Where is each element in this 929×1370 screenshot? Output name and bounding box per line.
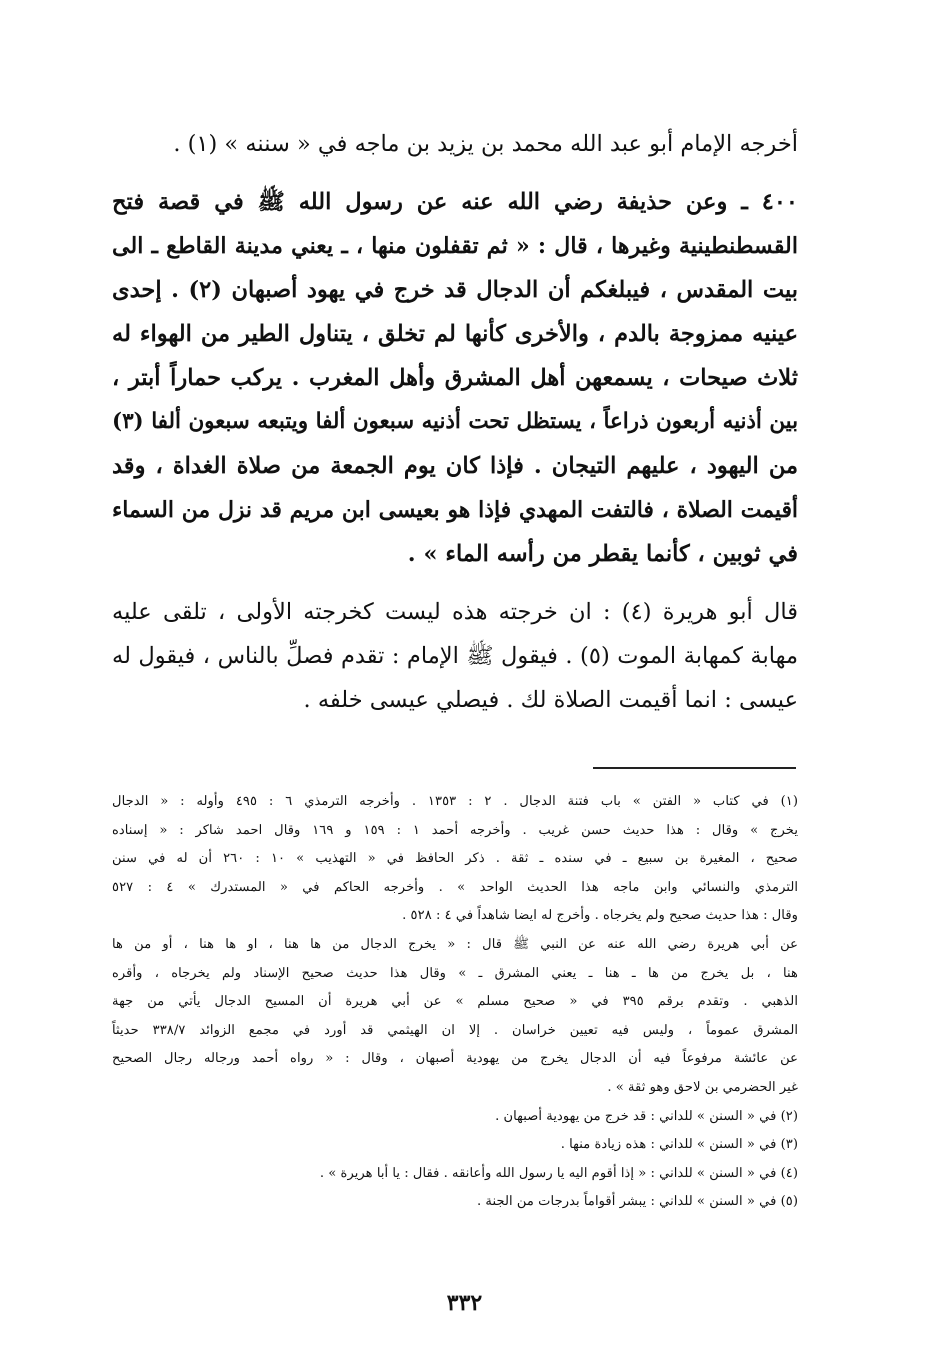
footnote-line: (٤) في « السنن » للداني : « إذا أقوم اليه يا رسول الله وأعانقه . فقال : يا أبا هريرة » . bbox=[319, 1165, 798, 1181]
footnote-line: عن أبي هريرة رضي الله عنه عن النبي ﷺ قال : « يخرج الدجال من ها هنا ، او ها هنا ، أو من ها bbox=[112, 936, 798, 952]
footnote-line: هنا ، بل يخرج من ها ـ هنا ـ يعني المشرق ـ » وقال هذا حديث صحيح الإسناد ولم يخرجاه ، وأقره bbox=[112, 965, 798, 981]
footnote-line: (٥) في « السنن » للداني : يبشر أقواماً بدرجات من الجنة . bbox=[477, 1194, 798, 1210]
footnote-line: يخرج » وقال : هذا حديث حسن غريب . وأخرجه أحمد ١ : ١٥٩ و ١٦٩ وقال احمد شاكر : « إسناده bbox=[112, 822, 798, 838]
paragraph-3 bbox=[112, 590, 798, 722]
text-line: ٤٠٠ ـ وعن حذيفة رضي الله عنه عن رسول الله ﷺ في قصة فتح bbox=[112, 189, 798, 215]
text-line: بين أذنيه أربعون ذراعاً ، يستظل تحت أذنيه سبعون ألفا ويتبعه سبعون ألفا (٣) bbox=[112, 409, 798, 434]
footnote-line: المشرق عموماً ، وليس فيه تعيين خراسان . إلا ان الهيثمي قد أورد في مجمع الزوائد ٣٣٨/٧ حديثاً bbox=[112, 1022, 798, 1038]
text-line: أخرجه الإمام أبو عبد الله محمد بن يزيد بن ماجه في « سننه » (١) . bbox=[173, 131, 798, 157]
footnote-line: (٣) في « السنن » للداني : هذه زيادة منها . bbox=[560, 1137, 798, 1153]
page-number: ٣٣٢ bbox=[446, 1290, 483, 1316]
footnote-line: الترمذي والنسائي وابن ماجه هذا الحديث الواحد » . وأخرجه الحاكم في « المستدرك » ٤ : ٥٢٧ bbox=[112, 879, 799, 895]
text-line: في ثوبين ، كأنما يقطر من رأسه الماء » . bbox=[407, 541, 798, 567]
text-line: عينيه ممزوجة بالدم ، والأخرى كأنها لم تخلق ، يتناول الطير من الهواء له bbox=[112, 321, 798, 347]
footnote-line: (٢) في « السنن » للداني : قد خرج من يهودية أصبهان . bbox=[495, 1108, 798, 1124]
text-line: ثلاث صيحات ، يسمعهن أهل المشرق وأهل المغرب . يركب حماراً أبتر ، bbox=[112, 365, 798, 391]
text-line: أقيمت الصلاة ، فالتفت المهدي فإذا هو بعيسى ابن مريم قد نزل من السماء bbox=[112, 497, 798, 523]
footnotes bbox=[112, 788, 798, 1217]
footnote-line: وقال : هذا حديث صحيح ولم يخرجاه . وأخرج له ايضا شاهداً في ٤ : ٥٢٨ . bbox=[402, 908, 798, 924]
text-line: قال أبو هريرة (٤) : ان خرجته هذه ليست كخرجته الأولى ، تلقى عليه bbox=[112, 599, 798, 625]
paragraph-hadith-400 bbox=[112, 180, 798, 576]
text-line: عيسى : انما أقيمت الصلاة لك . فيصلي عيسى خلفه . bbox=[303, 687, 798, 713]
text-line: بيت المقدس ، فيبلغكم أن الدجال قد خرج في يهود أصبهان (٢) . إحدى bbox=[112, 277, 798, 303]
main-text bbox=[112, 122, 798, 722]
footnote-divider bbox=[593, 767, 796, 769]
footnote-line: (١) في كتاب « الفتن » باب فتنة الدجال . ٢ : ١٣٥٣ . وأخرجه الترمذي ٦ : ٤٩٥ وأوله : « الدجال bbox=[112, 794, 799, 809]
text-line: القسطنطينية وغيرها ، قال : « ثم تقفلون منها ، ـ يعني مدينة القاطع ـ الى bbox=[112, 233, 798, 259]
text-line: من اليهود ، عليهم التيجان . فإذا كان يوم الجمعة من صلاة الغداة ، وقد bbox=[112, 453, 798, 479]
text-line: مهابة كمهابة الموت (٥) . فيقول ﷺ الإمام : تقدم فصلِّ بالناس ، فيقول له bbox=[112, 643, 799, 669]
footnote-line: غير الحضرمي بن لاحق وهو ثقة » . bbox=[607, 1079, 798, 1095]
footnote-line: الذهبي . وتقدم برقم ٣٩٥ في « صحيح مسلم » عن أبي هريرة أن المسيح الدجال يأتي من جهة bbox=[112, 994, 798, 1010]
footnote-line: عن عائشة مرفوعاً فيه أن الدجال يخرج من يهودية أصبهان ، وقال : « رواه أحمد ورجاله رجال الصحيح bbox=[112, 1051, 798, 1067]
paragraph-1 bbox=[112, 122, 798, 166]
footnote-line: صحيح ، المغيرة بن سبيع ـ في سنده ـ ثقة . ذكر الحافظ في « التهذيب » ١٠ : ٢٦٠ أن له في سنن bbox=[112, 851, 798, 867]
